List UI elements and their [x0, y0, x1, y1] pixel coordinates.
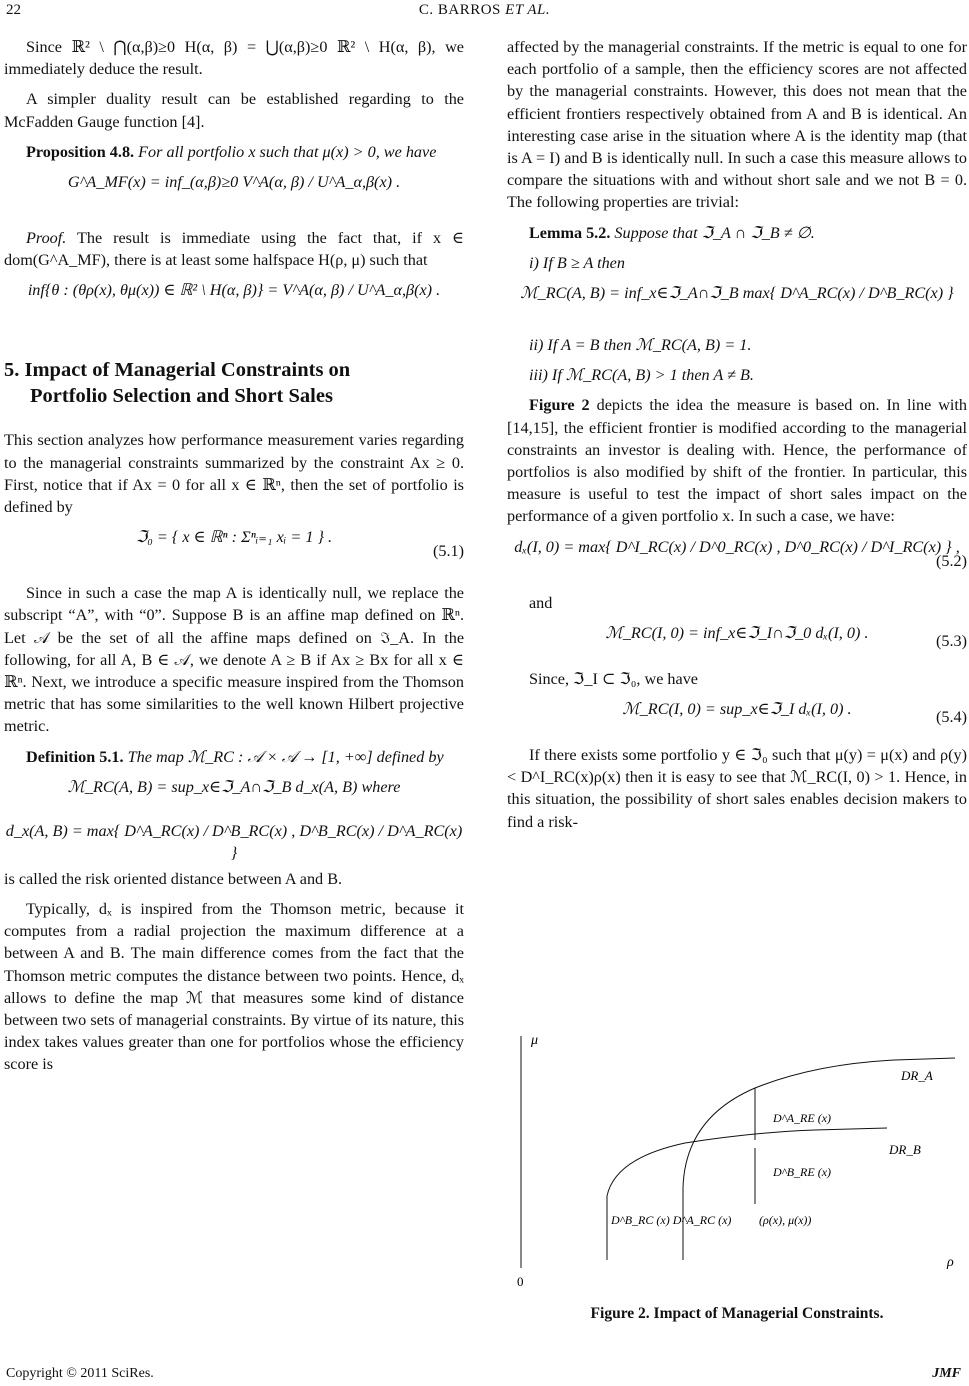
right-column — [507, 36, 967, 841]
proof-label: Proof. — [26, 229, 67, 248]
definition-after: is called the risk oriented distance between A and B. — [4, 869, 343, 888]
lemma-item-iii: iii) If ℳ_RC(A, B) > 1 then A ≠ B. — [529, 366, 754, 385]
paragraph-duality: A simpler duality result can be established regarding to the McFadden Gauge function [4]. — [4, 90, 464, 131]
equation-5-3 — [507, 622, 967, 660]
running-title — [0, 2, 969, 19]
x-axis-label: ρ — [947, 1255, 954, 1270]
equation-proposition-text: G^A_MF(x) = inf_(α,β)≥0 V^A(α, β) / U^A_α,β(x) . — [67, 173, 401, 192]
figure-2-diagram — [515, 1028, 965, 1296]
section-heading — [4, 357, 464, 409]
proposition-label: Proposition 4.8. — [26, 142, 135, 161]
definition-text: The map ℳ_RC : 𝒜 × 𝒜 → [1, +∞] defined by — [127, 747, 444, 766]
right-paragraph2 — [507, 394, 967, 527]
label-drc: D^B_RC (x) D^A_RC (x) — [611, 1213, 732, 1227]
equation-proposition — [4, 171, 464, 219]
equation-definition-1 — [4, 776, 464, 812]
lemma-label: Lemma 5.2. — [529, 223, 611, 242]
equation-5-4-text: ℳ_RC(I, 0) = sup_x∈ℑ_I dₓ(I, 0) . — [622, 700, 852, 719]
figure-2 — [515, 1028, 965, 1296]
footer-journal: JMF — [932, 1366, 961, 1381]
equation-5-1 — [4, 526, 464, 574]
paragraph-since: Since ℝ² \ ⋂(α,β)≥0 H(α, β) = ⋃(α,β)≥0 ℝ² \ H(α, β), we immediately deduce the result. — [4, 38, 464, 79]
curve-dr-b — [607, 1128, 887, 1260]
section5-paragraph2: Since in such a case the map A is identically null, we replace the subscript “A”, with “0”. Suppose B is an affine map defined on ℝⁿ. Let 𝒜 be the set of all the affine maps defined on ℑ_A. In the following, for all A, B ∈ 𝒜, we denote A ≥ B if Ax ≥ Bx for all x ∈ ℝⁿ. Next, we introduce a specific measure inspired from the Thomson metric that has some similarities to the well known Hilbert projective metric. — [4, 584, 464, 736]
equation-5-3-number: (5.3) — [935, 631, 967, 650]
label-point: (ρ(x), μ(x)) — [759, 1213, 812, 1227]
proof-paragraph — [4, 227, 464, 271]
section-heading-line1: 5. Impact of Managerial Constraints on — [4, 359, 351, 382]
equation-lemma — [507, 282, 967, 326]
section5-paragraph3: Typically, dₓ is inspired from the Thomson metric, because it computes from a radial projection the maximum difference at a between A and B. The main difference comes from the fact that the Thomson metric computes the distance between two points. Hence, dₓ allows to define the map ℳ that measures some kind of distance between two sets of managerial constraints. By virtue of its nature, this index takes values greater than one for portfolios whose the efficiency score is — [4, 900, 464, 1074]
y-axis-label: μ — [531, 1033, 539, 1048]
proof-text: The result is immediate using the fact that, if x ∈ dom(G^A_MF), there is at least some halfspace H(ρ, μ) such that — [4, 229, 464, 270]
lemma-item-i: i) If B ≥ A then — [529, 253, 625, 272]
and-text: and — [529, 593, 553, 612]
section5-paragraph1: This section analyzes how performance measurement varies regarding to the managerial constraints summarized by the constraint Ax ≥ 0. First, notice that if Ax = 0 for all x ∈ ℝⁿ, then the set of portfolio is defined by — [4, 431, 464, 517]
running-title-authors: C. BARROS — [418, 2, 501, 18]
proposition-4-8 — [4, 141, 464, 163]
equation-5-3-text: ℳ_RC(I, 0) = inf_x∈ℑ_I∩ℑ_0 dₓ(I, 0) . — [605, 623, 869, 642]
equation-5-1-number: (5.1) — [432, 542, 464, 561]
label-dre-b: D^B_RE (x) — [773, 1165, 832, 1179]
figure-caption: Figure 2. Impact of Managerial Constraints. — [590, 1305, 884, 1322]
equation-5-1-text: ℑ₀ = { x ∈ ℝⁿ : Σⁿᵢ₌₁ xᵢ = 1 } . — [135, 528, 333, 547]
proposition-text: For all portfolio x such that μ(x) > 0, we have — [138, 142, 437, 161]
equation-proof-text: inf{θ : (θρ(x), θμ(x)) ∈ ℝ² \ H(α, β)} = V^A(α, β) / U^A_α,β(x) . — [27, 281, 441, 300]
section-heading-line2: Portfolio Selection and Short Sales — [30, 385, 333, 408]
equation-definition-2 — [4, 820, 464, 863]
curve-dr-b-label: DR_B — [889, 1142, 921, 1157]
equation-definition-1-text: ℳ_RC(A, B) = sup_x∈ℑ_A∩ℑ_B d_x(A, B) where — [67, 777, 401, 796]
equation-5-2-number: (5.2) — [935, 551, 967, 570]
equation-definition-2-text: d_x(A, B) = max{ D^A_RC(x) / D^B_RC(x) , D^B_RC(x) / D^A_RC(x) } — [5, 821, 463, 863]
right-paragraph1: affected by the managerial constraints. If the metric is equal to one for each portfolio of a sample, then the efficiency scores are not affected by the managerial constraints. However, this does not mean that the efficient frontiers respectively obtained from A and B is identical. An interesting case arise in the situation where A is the identity map (that is A = I) and B is identically null. In such a case this measure allows to compare the situations with and without short sale and we not B = 0. The following properties are trivial: — [507, 38, 967, 212]
lemma-5-2 — [507, 222, 967, 244]
definition-5-1 — [4, 746, 464, 768]
equation-lemma-text: ℳ_RC(A, B) = inf_x∈ℑ_A∩ℑ_B max{ D^A_RC(x) / D^B_RC(x) } — [520, 284, 954, 303]
curve-dr-a — [683, 1058, 955, 1260]
right-paragraph3: If there exists some portfolio y ∈ ℑ₀ such that μ(y) = μ(x) and ρ(y) < D^I_RC(x)ρ(x) then it is easy to see that ℳ_RC(I, 0) > 1. Hence, in this situation, the possibility of short sales enables decision makers to find a risk- — [507, 746, 967, 831]
lemma-text: Suppose that ℑ_A ∩ ℑ_B ≠ ∅. — [614, 223, 815, 242]
equation-5-4-number: (5.4) — [935, 708, 967, 727]
label-dre-a: D^A_RE (x) — [773, 1111, 832, 1125]
origin-label: 0 — [517, 1274, 524, 1289]
page-number: 22 — [6, 2, 21, 18]
since-text: Since, ℑ_I ⊂ ℑ₀, we have — [529, 669, 698, 688]
figure-reference: Figure 2 — [529, 396, 590, 415]
running-title-etal: ET AL. — [505, 2, 551, 18]
equation-5-2-text: dₓ(I, 0) = max{ D^I_RC(x) / D^0_RC(x) , D^0_RC(x) / D^I_RC(x) } , — [514, 537, 960, 556]
curve-dr-a-label: DR_A — [901, 1068, 933, 1083]
left-column — [4, 36, 464, 1084]
right-paragraph2-text: depicts the idea the measure is based on. In line with [14,15], the efficient frontier is modified according to the managerial constraints an investor is dealing with. Hence, the performance of portfolios is also modified by shift of the frontier. In particular, this measure is useful to test the impact of short sales impact on the performance of a given portfolio x. In such a case, we have: — [507, 396, 967, 526]
equation-5-4 — [507, 698, 967, 736]
equation-proof — [4, 279, 464, 327]
definition-label: Definition 5.1. — [26, 747, 124, 766]
footer-copyright: Copyright © 2011 SciRes. — [6, 1366, 154, 1381]
equation-5-2 — [507, 536, 967, 584]
lemma-item-ii: ii) If A = B then ℳ_RC(A, B) = 1. — [529, 336, 752, 355]
